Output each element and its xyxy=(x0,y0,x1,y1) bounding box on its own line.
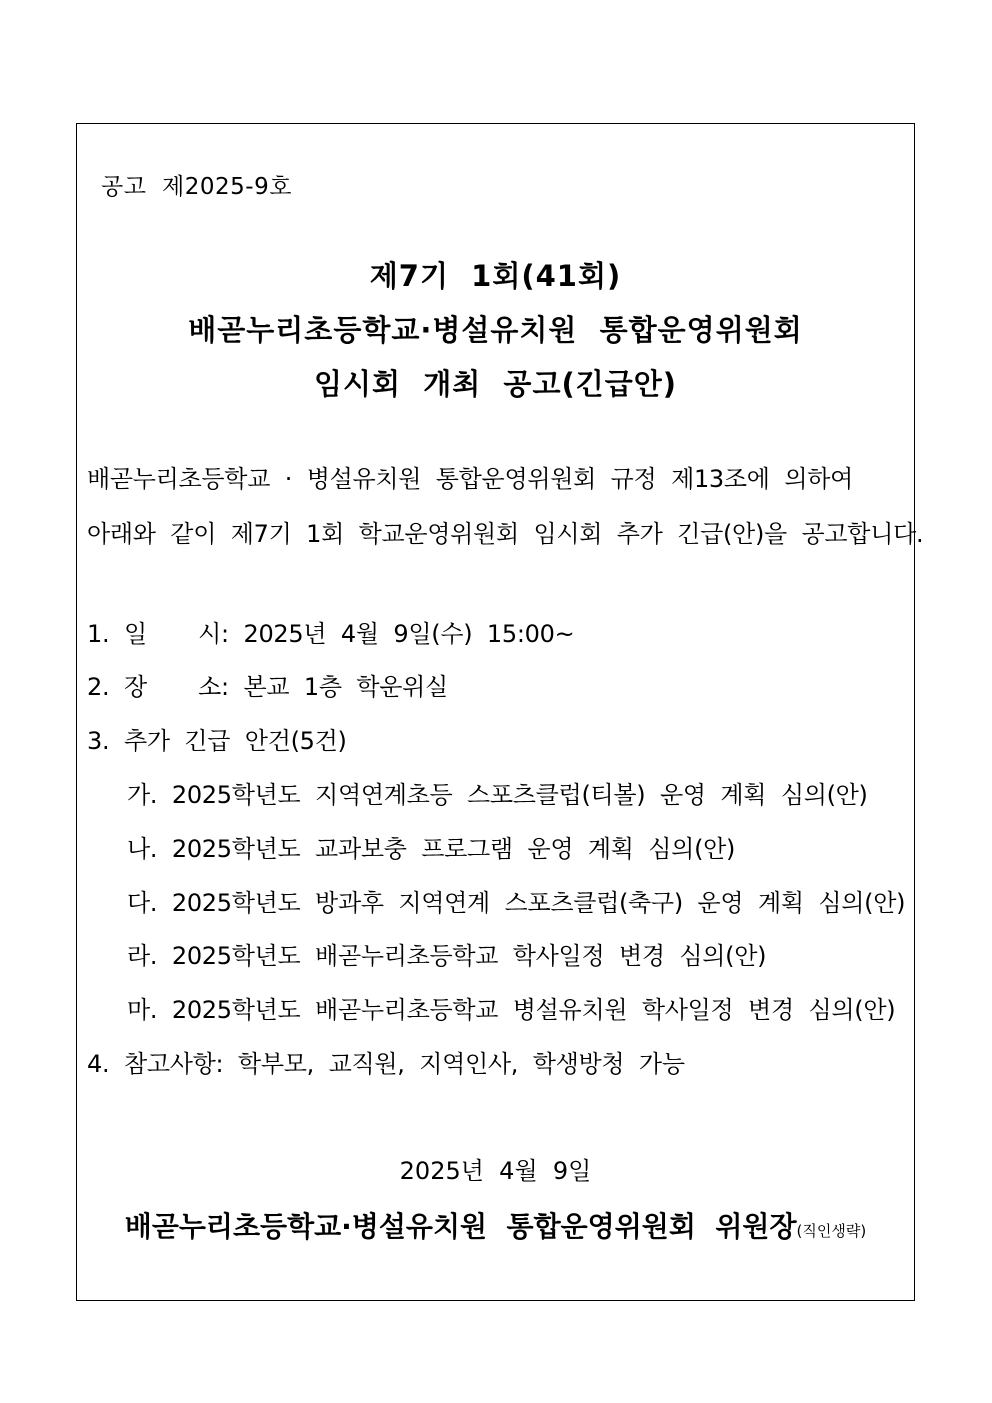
agenda-item: 마. 2025학년도 배곧누리초등학교 병설유치원 학사일정 변경 심의(안) xyxy=(127,996,896,1024)
title-line-1: 제7기 1회(41회) xyxy=(369,259,622,293)
item-datetime: 1. 일 시: 2025년 4월 9일(수) 15:00~ xyxy=(87,620,575,648)
signer-name: 배곧누리초등학교·병설유치원 통합운영위원회 위원장 xyxy=(124,1210,797,1243)
agenda-item: 다. 2025학년도 방과후 지역연계 스포츠클럽(축구) 운영 계획 심의(안) xyxy=(127,889,906,917)
agenda-item: 나. 2025학년도 교과보충 프로그램 운영 계획 심의(안) xyxy=(127,835,736,863)
title-line-3: 임시회 개최 공고(긴급안) xyxy=(313,367,678,401)
body-line-1: 배곧누리초등학교 · 병설유치원 통합운영위원회 규정 제13조에 의하여 xyxy=(87,465,853,493)
agenda-item: 가. 2025학년도 지역연계초등 스포츠클럽(티볼) 운영 계획 심의(안) xyxy=(127,781,868,809)
item-reference: 4. 참고사항: 학부모, 교직원, 지역인사, 학생방청 가능 xyxy=(87,1050,685,1078)
notice-date: 2025년 4월 9일 xyxy=(399,1157,592,1185)
agenda-item: 라. 2025학년도 배곧누리초등학교 학사일정 변경 심의(안) xyxy=(127,942,767,970)
body-line-2: 아래와 같이 제7기 1회 학교운영위원회 임시회 추가 긴급(안)을 공고합니다. xyxy=(87,520,924,548)
notice-number: 공고 제2025-9호 xyxy=(101,174,292,200)
signer xyxy=(77,1205,914,1245)
item-agenda-header: 3. 추가 긴급 안건(5건) xyxy=(87,727,347,755)
item-location: 2. 장 소: 본교 1층 학운위실 xyxy=(87,673,448,701)
notice-frame xyxy=(76,123,924,1301)
title-line-2: 배곧누리초등학교·병설유치원 통합운영위원회 xyxy=(188,313,803,347)
seal-note: (직인생략) xyxy=(796,1222,867,1240)
